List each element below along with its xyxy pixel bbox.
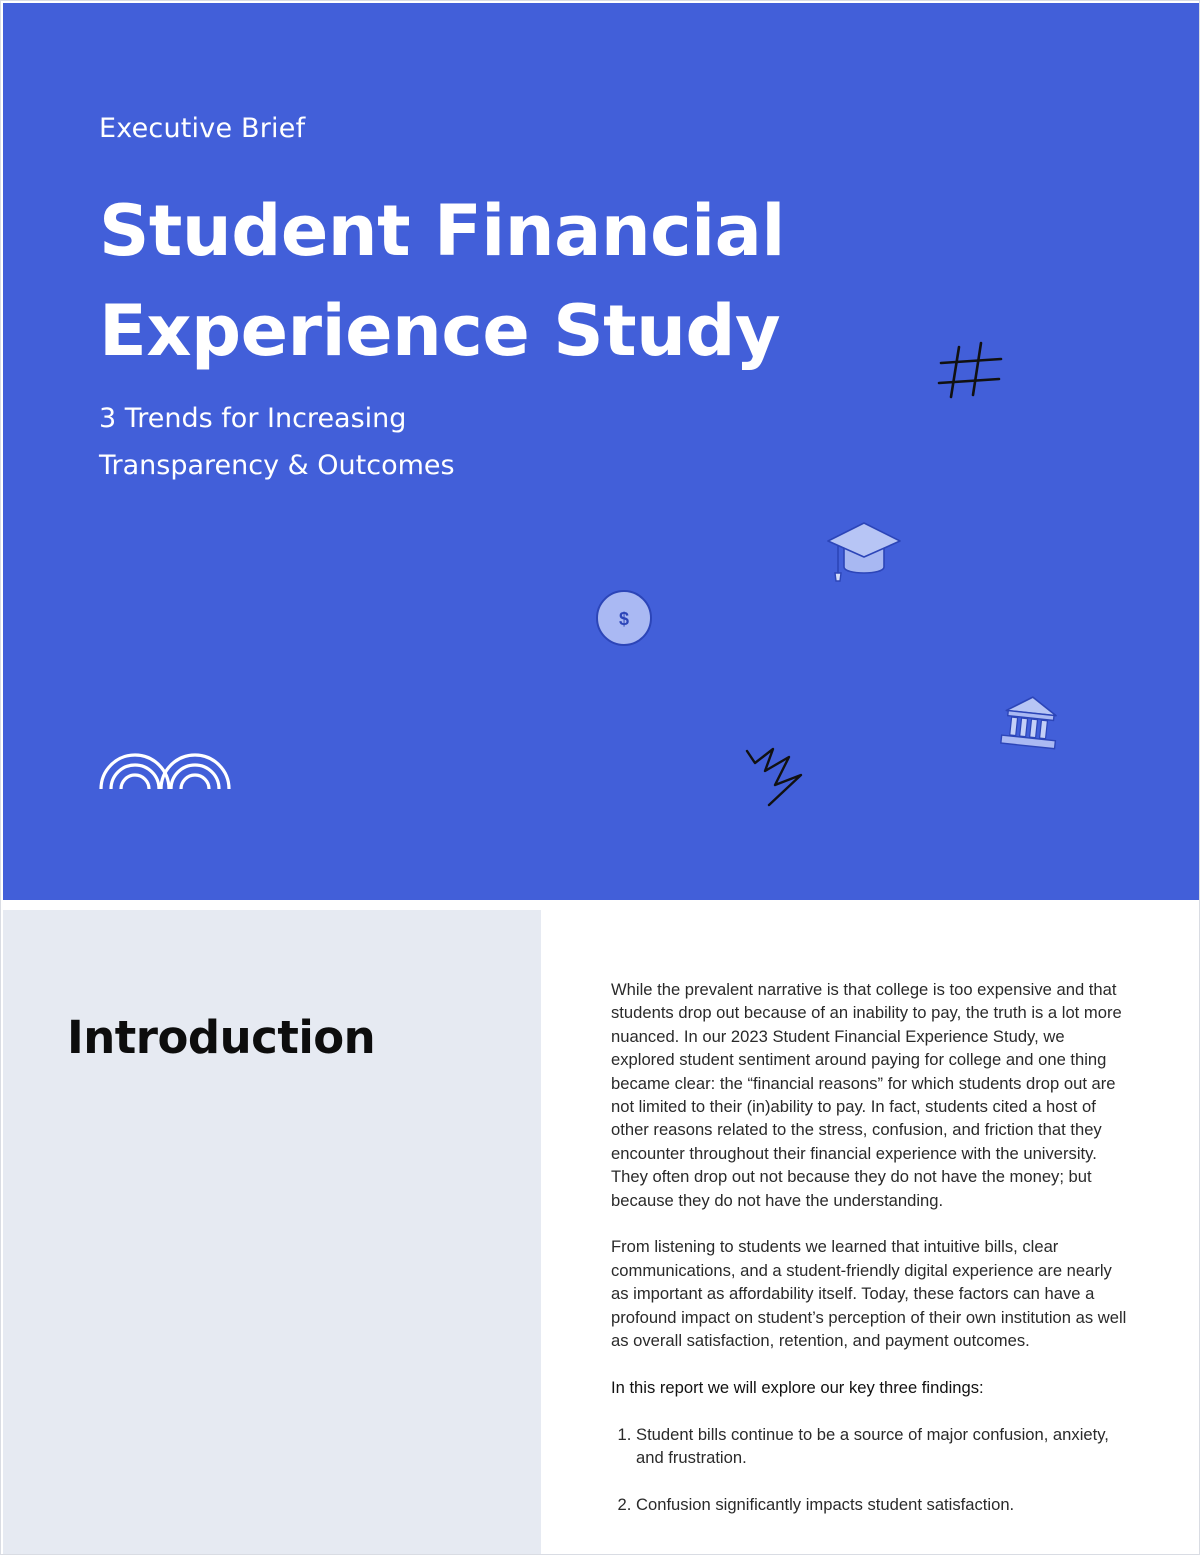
intro-sidebar: [3, 910, 541, 1555]
eyebrow-label: Executive Brief: [99, 113, 306, 144]
title-line-1: Student Financial: [99, 190, 785, 272]
intro-paragraph-2: From listening to students we learned that intuitive bills, clear communications, and a student-friendly digital experience are nearly as important as affordability itself. Today, these factors can have a profound impact on student’s perception of their own institution as well as overall satisfaction, retention, and payment outcomes.: [611, 1237, 1127, 1351]
title-line-2: Experience Study: [99, 290, 781, 372]
finding-item: 1. Student bills continue to be a source of major confusion, anxiety, and frustration.: [636, 1423, 1131, 1470]
coin-symbol: $: [618, 609, 630, 629]
subtitle-line-1: 3 Trends for Increasing: [99, 403, 407, 434]
zigzag-doodle-icon: [739, 745, 809, 809]
intro-body: [611, 978, 1131, 1540]
subtitle-line-2: Transparency & Outcomes: [99, 450, 455, 481]
graduation-cap-icon: [824, 517, 904, 585]
findings-lead: In this report we will explore our key three findings:: [611, 1377, 984, 1397]
intro-paragraph-1: While the prevalent narrative is that college is too expensive and that students drop out because of an inability to pay, the truth is a lot more nuanced. In our 2023 Student Financial Experience Study, we explored student sentiment around paying for college and one thing became clear: the “financial reasons” for which students drop out are not limited to their (in)ability to pay. In fact, students cited a host of other reasons related to the stress, confusion, and friction that they encounter throughout their financial experience with the university. They often drop out not because they do not have the money; but because they do not have the understanding.: [611, 980, 1122, 1210]
logo-arches-icon: [97, 743, 233, 791]
findings-list: [611, 1423, 1131, 1517]
hero-banner: [3, 3, 1199, 900]
bank-building-icon: [997, 691, 1063, 757]
section-heading: Introduction: [67, 1011, 376, 1064]
subtitle: [99, 395, 699, 489]
hash-doodle-icon: [937, 339, 1007, 405]
dollar-coin-icon: [593, 587, 655, 649]
finding-item: 2. Confusion significantly impacts student satisfaction.: [636, 1493, 1131, 1516]
page-title: [99, 181, 999, 381]
